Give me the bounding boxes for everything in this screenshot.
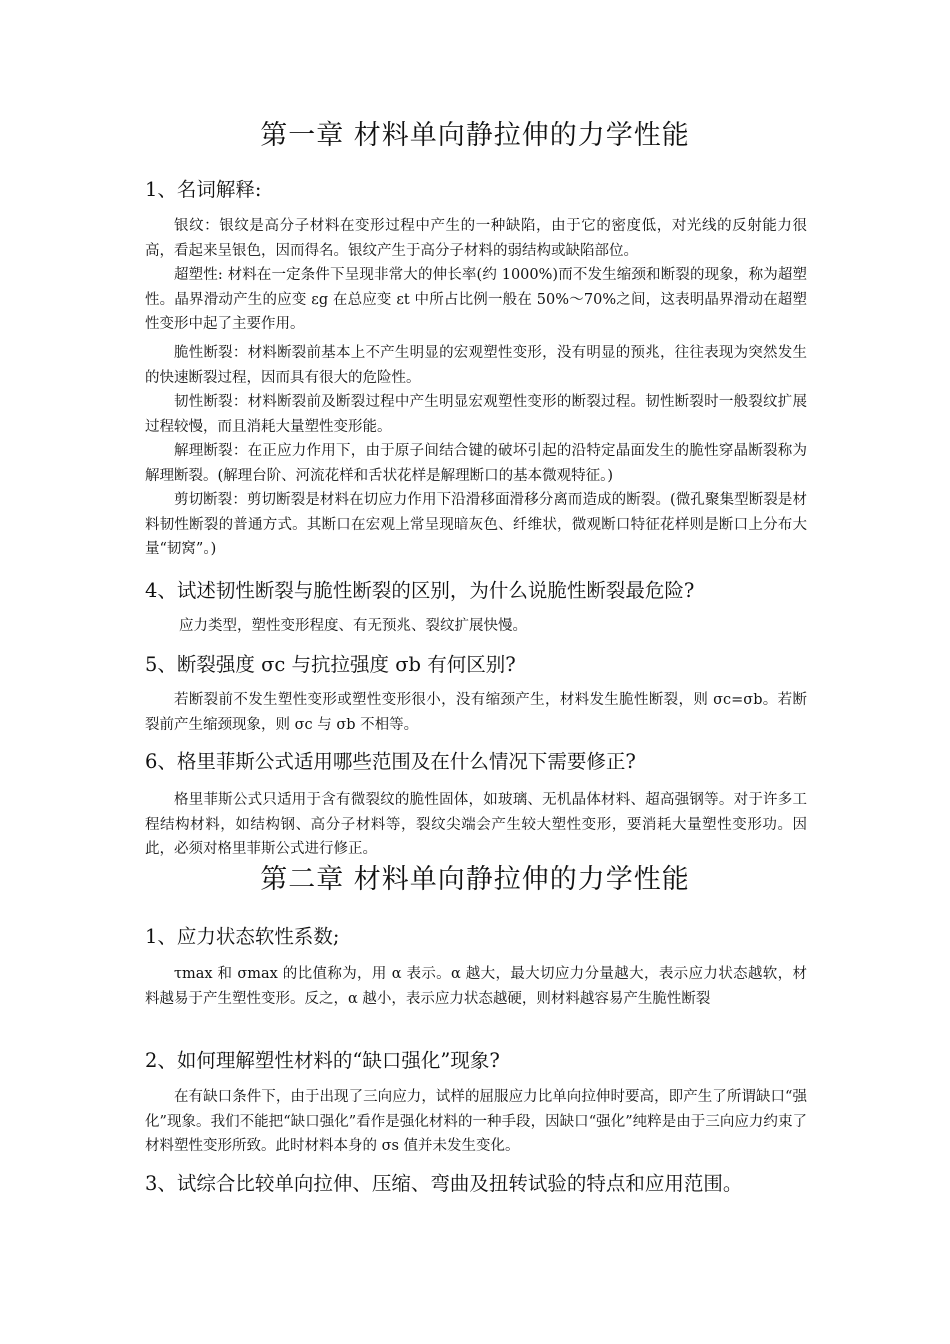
- chapter-1-q5-heading: 5、断裂强度 σc 与抗拉强度 σb 有何区别?: [145, 653, 516, 676]
- definition-ductile-fracture: 韧性断裂：材料断裂前及断裂过程中产生明显宏观塑性变形的断裂过程。韧性断裂时一般裂纹扩展过程较慢，而且消耗大量塑性变形能。: [145, 394, 807, 435]
- chapter-2-q2-answer: 在有缺口条件下，由于出现了三向应力，试样的屈服应力比单向拉伸时要高，即产生了所谓缺口“强化”现象。我们不能把“缺口强化”看作是强化材料的一种手段，因缺口“强化”纯粹是由于三向应力约束了材料塑性变形所致。此时材料本身的 σs 值并未发生变化。: [145, 1089, 807, 1154]
- chapter-2-title: 第二章 材料单向静拉伸的力学性能: [260, 864, 690, 895]
- chapter-1-q4-heading: 4、试述韧性断裂与脆性断裂的区别，为什么说脆性断裂最危险?: [145, 579, 695, 602]
- chapter-1-title: 第一章 材料单向静拉伸的力学性能: [260, 120, 690, 151]
- chapter-1-q4-answer: 应力类型，塑性变形程度、有无预兆、裂纹扩展快慢。: [179, 618, 527, 634]
- chapter-1-q5-answer: 若断裂前不发生塑性变形或塑性变形很小，没有缩颈产生，材料发生脆性断裂，则 σc=σb。若断裂前产生缩颈现象，则 σc 与 σb 不相等。: [145, 692, 807, 733]
- chapter-1-q6-answer: 格里菲斯公式只适用于含有微裂纹的脆性固体，如玻璃、无机晶体材料、超高强钢等。对于许多工程结构材料，如结构钢、高分子材料等，裂纹尖端会产生较大塑性变形，要消耗大量塑性变形功。因此，必须对格里菲斯公式进行修正。: [145, 792, 807, 857]
- definition-brittle-fracture: 脆性断裂：材料断裂前基本上不产生明显的宏观塑性变形，没有明显的预兆，往往表现为突然发生的快速断裂过程，因而具有很大的危险性。: [145, 345, 807, 386]
- chapter-1-q1-heading: 1、名词解释:: [145, 178, 262, 201]
- chapter-2-q3-heading: 3、试综合比较单向拉伸、压缩、弯曲及扭转试验的特点和应用范围。: [145, 1172, 743, 1195]
- chapter-2-q1-answer: τmax 和 σmax 的比值称为，用 α 表示。α 越大，最大切应力分量越大，表示应力状态越软，材料越易于产生塑性变形。反之，α 越小，表示应力状态越硬，则材料越容易产生脆性断裂: [145, 966, 807, 1007]
- chapter-2-q1-heading: 1、应力状态软性系数;: [145, 925, 340, 948]
- chapter-2-q2-heading: 2、如何理解塑性材料的“缺口强化”现象?: [145, 1049, 500, 1072]
- chapter-1-q6-heading: 6、格里菲斯公式适用哪些范围及在什么情况下需要修正?: [145, 750, 636, 773]
- definition-superplasticity: 超塑性: 材料在一定条件下呈现非常大的伸长率(约 1000%)而不发生缩颈和断裂的现象，称为超塑性。晶界滑动产生的应变 εg 在总应变 εt 中所占比例一般在 50%～70%之间，这表明晶界滑动在超塑性变形中起了主要作用。: [145, 267, 807, 332]
- definition-shear-fracture: 剪切断裂：剪切断裂是材料在切应力作用下沿滑移面滑移分离而造成的断裂。(微孔聚集型断裂是材料韧性断裂的普通方式。其断口在宏观上常呈现暗灰色、纤维状，微观断口特征花样则是断口上分布大量“韧窝”。): [145, 492, 807, 557]
- definition-yinwen: 银纹：银纹是高分子材料在变形过程中产生的一种缺陷，由于它的密度低，对光线的反射能力很高，看起来呈银色，因而得名。银纹产生于高分子材料的弱结构或缺陷部位。: [145, 218, 807, 259]
- definition-cleavage-fracture: 解理断裂：在正应力作用下，由于原子间结合键的破坏引起的沿特定晶面发生的脆性穿晶断裂称为解理断裂。(解理台阶、河流花样和舌状花样是解理断口的基本微观特征。): [145, 443, 807, 484]
